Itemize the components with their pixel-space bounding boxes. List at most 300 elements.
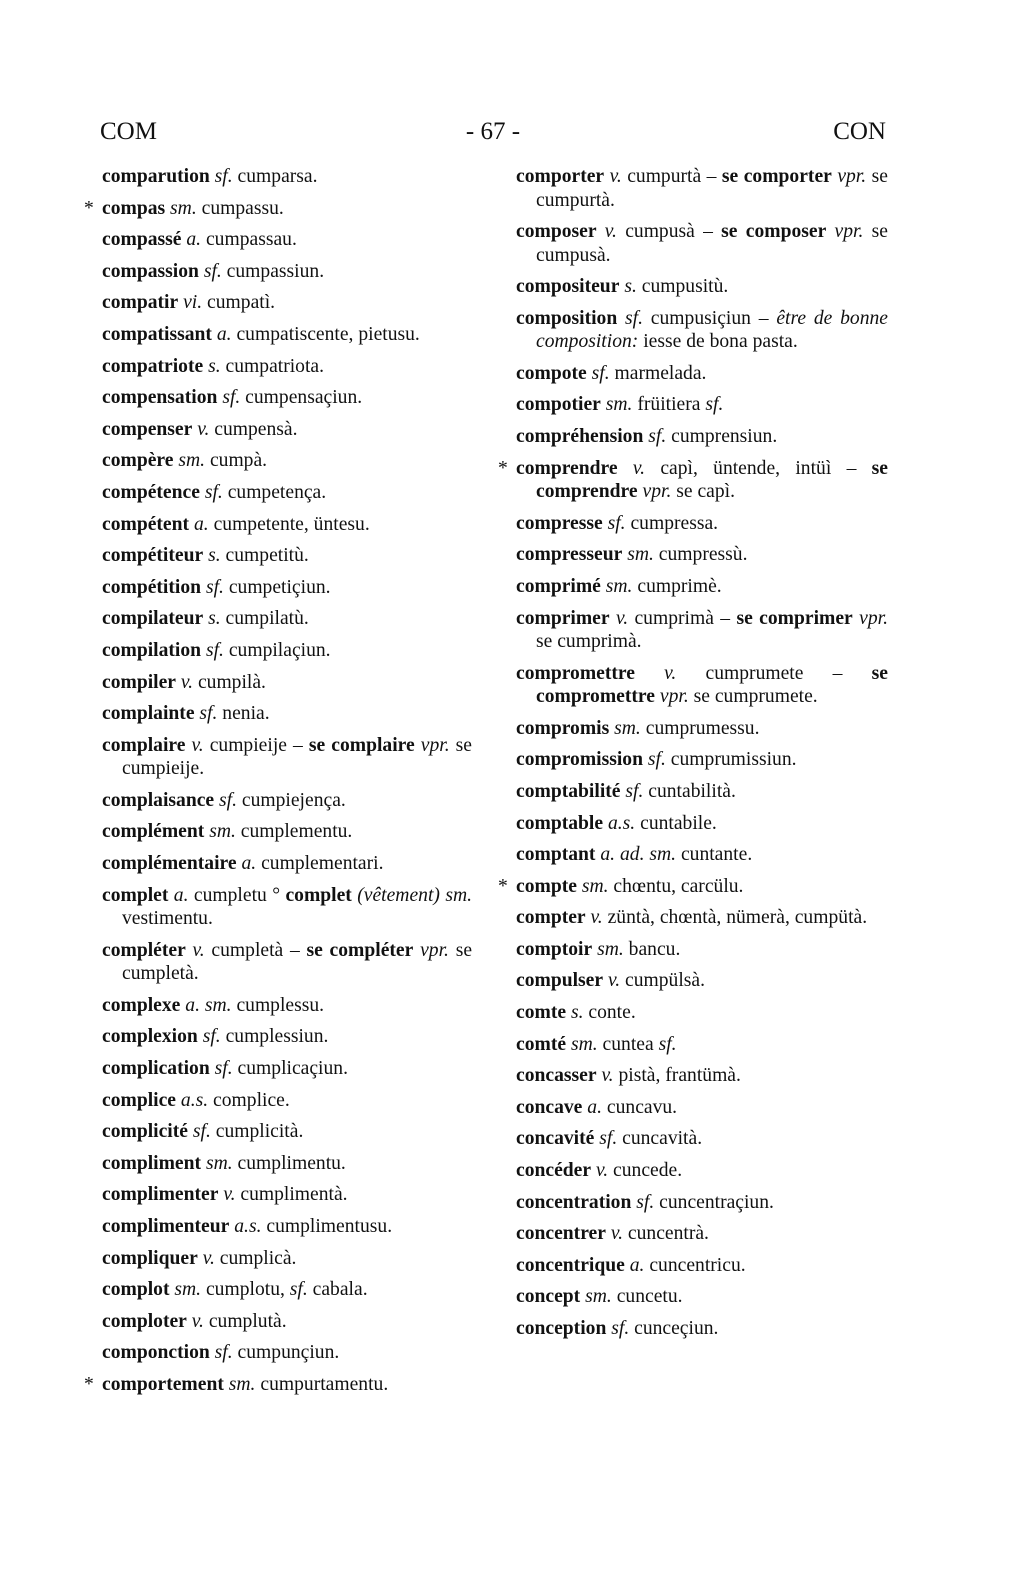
part-of-speech: a. <box>173 884 189 906</box>
definition-text: se cumpusà. <box>536 221 888 266</box>
headword: complice <box>102 1089 176 1111</box>
definition-text: cumplimentusu. <box>261 1215 393 1237</box>
headword: compassé <box>102 229 182 251</box>
definition-text: cumprimè. <box>632 575 722 597</box>
definition-text: cuncavità. <box>617 1128 703 1150</box>
definition-text: cuncavu. <box>602 1096 678 1118</box>
dictionary-entry <box>516 1096 888 1120</box>
dictionary-entry <box>102 671 472 695</box>
dictionary-entry <box>102 734 472 781</box>
part-of-speech: vpr. <box>659 686 689 708</box>
part-of-speech: sf. <box>625 307 644 329</box>
dictionary-entry <box>102 228 472 252</box>
headword: compétition <box>102 576 202 598</box>
part-of-speech: sf. <box>205 576 224 598</box>
headword: compulser <box>516 970 604 992</box>
headword: complaisance <box>102 789 215 811</box>
definition-text: chœntu, carcülu. <box>608 875 744 897</box>
italic-phrase: être de bonne composition: <box>536 307 888 353</box>
headword: compère <box>102 450 174 472</box>
headword: compiler <box>102 671 176 693</box>
part-of-speech: vpr. <box>420 734 450 756</box>
definition-text: cuncentraçiun. <box>654 1191 774 1213</box>
dictionary-entry <box>516 1317 888 1341</box>
right-column <box>498 165 889 1349</box>
italic-phrase: (vêtement) sm. <box>357 884 472 906</box>
definition-text: cumpurtà – <box>621 166 722 187</box>
dictionary-entry <box>102 544 472 568</box>
definition-text: cumplessu. <box>231 994 325 1016</box>
definition-text: cumprimà – <box>628 607 737 629</box>
definition-text <box>617 308 625 329</box>
definition-text: marmelada. <box>609 362 707 384</box>
definition-text: cumprumissiun. <box>665 749 797 771</box>
dictionary-entry <box>102 355 472 379</box>
part-of-speech: v. <box>202 1247 215 1269</box>
definition-text: capì, üntende, intüì – <box>645 457 872 479</box>
headword: complet <box>102 884 169 906</box>
definition-text: cumpetente, üntesu. <box>208 513 370 535</box>
headword: compresse <box>516 512 603 534</box>
dictionary-entry <box>516 780 888 804</box>
headword: complot <box>102 1279 170 1301</box>
dictionary-entry <box>102 291 472 315</box>
headword: complément <box>102 821 205 843</box>
headword: compatir <box>102 292 179 314</box>
definition-text: cumpülsà. <box>620 970 706 992</box>
definition-text: cuntabile. <box>635 812 717 834</box>
part-of-speech: sm. <box>605 394 633 416</box>
part-of-speech: sf. <box>205 639 224 661</box>
part-of-speech: sm. <box>570 1033 598 1055</box>
dictionary-entry <box>516 307 888 354</box>
headword: concave <box>516 1096 583 1118</box>
page-number: - 67 - <box>465 118 521 145</box>
dictionary-entry <box>516 1285 888 1309</box>
headword: concasser <box>516 1065 597 1087</box>
dictionary-entry <box>102 884 472 931</box>
definition-text: cuntante. <box>676 844 753 866</box>
dictionary-entry <box>516 275 888 299</box>
part-of-speech: v. <box>615 607 629 629</box>
definition-text: cumpletà – <box>204 939 307 961</box>
headword: compromettre <box>516 662 635 684</box>
headword: compétence <box>102 481 200 503</box>
part-of-speech: v. <box>191 1310 204 1332</box>
dictionary-entry <box>102 481 472 505</box>
headword: se compromettre <box>536 662 888 708</box>
part-of-speech: sm. <box>585 1286 612 1308</box>
headword: compotier <box>516 394 601 416</box>
headword: conception <box>516 1318 607 1339</box>
part-of-speech: a.s. <box>234 1215 262 1237</box>
part-of-speech: sm. <box>178 450 206 472</box>
dictionary-entry <box>516 1064 888 1088</box>
dictionary-entry <box>516 662 888 709</box>
dictionary-entry <box>516 607 888 654</box>
dictionary-entry <box>102 1247 472 1271</box>
part-of-speech: sf. <box>219 789 237 811</box>
headword: compliment <box>102 1152 202 1174</box>
headword: comptoir <box>516 938 593 960</box>
headword: comploter <box>102 1310 187 1332</box>
part-of-speech: sm. <box>581 875 609 897</box>
definition-text: cumparsa. <box>232 166 318 187</box>
dictionary-entry <box>516 812 888 836</box>
headword: compétiteur <box>102 545 204 567</box>
definition-text: complice. <box>208 1089 290 1111</box>
header-right-guide-word: CON <box>833 118 886 145</box>
definition-text: cumpetença. <box>222 481 327 503</box>
headword: concéder <box>516 1160 592 1182</box>
dictionary-entry <box>102 1152 472 1176</box>
part-of-speech: v. <box>604 221 617 243</box>
dictionary-entry <box>516 1033 888 1057</box>
definition-text: cumplimentu. <box>232 1152 346 1174</box>
dictionary-entry <box>102 1278 472 1302</box>
definition-text: nenia. <box>217 703 270 725</box>
definition-text: cumplutà. <box>203 1310 287 1332</box>
dictionary-entry <box>102 607 472 631</box>
definition-text: se capì. <box>671 481 736 503</box>
headword: concentrique <box>516 1254 625 1276</box>
entry-marker-asterisk: * <box>84 197 94 219</box>
headword: comprimé <box>516 575 601 597</box>
part-of-speech: sf. <box>222 387 241 409</box>
part-of-speech: v. <box>664 662 677 684</box>
dictionary-entry <box>102 639 472 663</box>
definition-text: cumprumessu. <box>640 717 760 739</box>
entry-marker-asterisk: * <box>498 457 508 479</box>
dictionary-entry <box>102 1183 472 1207</box>
dictionary-entry <box>102 418 472 442</box>
part-of-speech: sf. <box>289 1279 308 1301</box>
dictionary-entry <box>516 393 888 417</box>
definition-text <box>635 663 664 684</box>
part-of-speech: s. <box>570 1002 584 1024</box>
headword: comporter <box>516 166 605 187</box>
headword: concentration <box>516 1191 632 1213</box>
definition-text <box>597 221 605 242</box>
definition-text: cumpassu. <box>196 197 284 219</box>
definition-text: cuncetu. <box>611 1286 683 1308</box>
definition-text <box>826 221 834 242</box>
dictionary-entry <box>516 575 888 599</box>
definition-text: cumpensaçiun. <box>240 387 363 409</box>
headword: comte <box>516 1002 567 1024</box>
headword: compatriote <box>102 355 204 377</box>
part-of-speech: a. <box>193 513 209 535</box>
dictionary-entry <box>516 425 888 449</box>
definition-text: cumpusiçiun – <box>643 307 777 329</box>
headword: comptant <box>516 844 596 866</box>
part-of-speech: sf. <box>203 260 222 282</box>
dictionary-entry <box>102 1025 472 1049</box>
dictionary-entry <box>516 717 888 741</box>
part-of-speech: sf. <box>202 1026 221 1048</box>
definition-text: cumpetitù. <box>220 545 309 567</box>
part-of-speech: vpr. <box>420 939 449 961</box>
part-of-speech: a. <box>629 1254 645 1276</box>
definition-text: cumpassau. <box>201 229 297 251</box>
dictionary-entry <box>516 220 888 267</box>
header-left-guide-word: COM <box>100 118 157 145</box>
dictionary-entry <box>516 165 888 212</box>
headword: complexion <box>102 1026 198 1048</box>
definition-text: cumplicaçiun. <box>232 1057 348 1079</box>
headword: comté <box>516 1033 567 1055</box>
part-of-speech: vpr. <box>837 166 867 187</box>
definition-text: cumpatriota. <box>220 355 325 377</box>
part-of-speech: a. <box>587 1096 602 1118</box>
definition-text: bancu. <box>623 938 681 960</box>
part-of-speech: sf. <box>636 1191 655 1213</box>
definition-text: se cumprimà. <box>536 631 642 653</box>
dictionary-entry <box>516 906 888 930</box>
part-of-speech: sf. <box>204 481 223 503</box>
part-of-speech: v. <box>601 1065 614 1087</box>
part-of-speech: v. <box>595 1160 609 1182</box>
dictionary-entry <box>102 852 472 876</box>
part-of-speech: sf. <box>658 1033 677 1055</box>
headword: compote <box>516 362 587 384</box>
dictionary-entry <box>84 197 472 221</box>
dictionary-entry <box>516 969 888 993</box>
dictionary-entry <box>102 1057 472 1081</box>
dictionary-entry <box>516 543 888 567</box>
headword: complicité <box>102 1121 188 1143</box>
definition-text: cumpensà. <box>209 418 298 440</box>
definition-text: cuncede. <box>608 1160 683 1182</box>
definition-text: cumpilatù. <box>220 608 309 630</box>
definition-text: züntà, chœntà, nümerà, cumpütà. <box>602 907 868 929</box>
headword: comparution <box>102 166 210 187</box>
part-of-speech: v. <box>590 907 603 929</box>
dictionary-entry <box>516 1159 888 1183</box>
dictionary-entry <box>102 994 472 1018</box>
definition-text: cumpressa. <box>625 512 719 534</box>
definition-text: se cumpieije. <box>122 734 473 780</box>
part-of-speech: v. <box>191 734 204 756</box>
part-of-speech: sm. <box>614 717 641 739</box>
headword: complimenter <box>102 1184 219 1206</box>
dictionary-entry <box>102 165 472 189</box>
part-of-speech: v. <box>610 1223 623 1245</box>
dictionary-entry <box>102 513 472 537</box>
headword: concept <box>516 1286 581 1308</box>
definition-text: pistà, frantümà. <box>613 1065 741 1087</box>
headword: compter <box>516 907 586 929</box>
definition-text: cuncentrà. <box>623 1223 709 1245</box>
dictionary-entry <box>516 362 888 386</box>
definition-text: se cumprumete. <box>688 686 818 708</box>
definition-text <box>618 458 633 479</box>
part-of-speech: vpr. <box>859 607 889 629</box>
part-of-speech: sm. <box>170 197 197 219</box>
dictionary-entry <box>516 1191 888 1215</box>
headword: compatissant <box>102 323 212 345</box>
definition-text: cumprumete – <box>676 662 872 684</box>
definition-text: cumpiejença. <box>236 789 346 811</box>
definition-text: cumpatiscente, pietusu. <box>231 323 420 345</box>
headword: comprimer <box>516 607 610 629</box>
headword: se comprendre <box>536 457 888 503</box>
headword: complexe <box>102 994 181 1016</box>
definition-text: iesse de bona pasta. <box>638 331 798 353</box>
headword: complaire <box>102 734 186 756</box>
part-of-speech: sf. <box>648 426 667 448</box>
dictionary-entry <box>102 260 472 284</box>
dictionary-entry <box>516 938 888 962</box>
part-of-speech: a.s. <box>180 1089 209 1111</box>
definition-text: cuncentricu. <box>644 1254 746 1276</box>
dictionary-entry <box>102 1120 472 1144</box>
part-of-speech: a.s. <box>607 812 636 834</box>
part-of-speech: sm. <box>228 1373 256 1395</box>
definition-text: cuntabilità. <box>643 780 736 802</box>
dictionary-entry <box>516 1001 888 1025</box>
headword: se composer <box>721 221 827 243</box>
headword: compositeur <box>516 276 620 298</box>
headword: componction <box>102 1342 210 1364</box>
dictionary-entry <box>102 576 472 600</box>
definition-text: vestimentu. <box>122 908 213 930</box>
dictionary-entry <box>102 820 472 844</box>
part-of-speech: a. <box>216 323 232 345</box>
definition-text: cumpetiçiun. <box>223 576 331 598</box>
part-of-speech: s. <box>624 276 637 298</box>
definition-text: cumpressù. <box>653 544 748 566</box>
part-of-speech: vi. <box>183 292 203 314</box>
definition-text: früitiera <box>632 394 706 416</box>
definition-text: cumpieije – <box>203 734 309 756</box>
headword: complimenteur <box>102 1215 230 1237</box>
headword: compresseur <box>516 544 623 566</box>
definition-text: cumplicità. <box>210 1121 304 1143</box>
part-of-speech: a. sm. <box>185 994 232 1016</box>
headword: concentrer <box>516 1223 606 1245</box>
part-of-speech: sf. <box>611 1318 630 1339</box>
headword: concavité <box>516 1128 595 1150</box>
definition-text: cumpusà – <box>616 221 722 243</box>
dictionary-entry <box>102 323 472 347</box>
dictionary-entry <box>102 789 472 813</box>
part-of-speech: s. <box>208 608 221 630</box>
part-of-speech: vpr. <box>834 221 864 243</box>
definition-text: cumpatì. <box>202 292 276 314</box>
part-of-speech: sf. <box>705 394 724 416</box>
dictionary-entry <box>498 875 888 899</box>
part-of-speech: sf. <box>599 1128 618 1150</box>
headword: compilateur <box>102 608 204 630</box>
definition-text: se cumpurtà. <box>536 166 888 211</box>
dictionary-entry <box>516 843 888 867</box>
headword: compenser <box>102 418 193 440</box>
headword: complication <box>102 1057 210 1079</box>
headword: complet <box>285 884 352 906</box>
definition-text: cuntea <box>597 1033 659 1055</box>
headword: compromis <box>516 717 610 739</box>
part-of-speech: sf. <box>214 166 233 187</box>
entry-marker-asterisk: * <box>84 1373 94 1395</box>
definition-text: cumplessiun. <box>220 1026 329 1048</box>
headword: se complaire <box>308 734 415 756</box>
headword: compas <box>102 197 166 219</box>
headword: comprendre <box>516 457 618 479</box>
headword: composition <box>516 307 618 329</box>
definition-text: cumpunçiun. <box>232 1342 340 1364</box>
definition-text: cumpilà. <box>193 671 266 693</box>
dictionary-entry <box>102 702 472 726</box>
definition-text: cumpà. <box>205 450 268 472</box>
headword: se compléter <box>306 939 414 961</box>
part-of-speech: s. <box>208 545 221 567</box>
part-of-speech: sm. <box>209 821 236 843</box>
definition-text: cumpletu ° <box>188 884 286 906</box>
part-of-speech: sf. <box>199 703 218 725</box>
dictionary-entry <box>102 939 472 986</box>
definition-text: cumplicà. <box>214 1247 297 1269</box>
headword: se comprimer <box>736 607 853 629</box>
dictionary-entry <box>102 1089 472 1113</box>
page-header <box>100 116 886 148</box>
headword: compilation <box>102 639 202 661</box>
dictionary-entry <box>516 1222 888 1246</box>
definition-text: cumpilaçiun. <box>223 639 331 661</box>
definition-text: se cumpletà. <box>122 939 473 985</box>
part-of-speech: sm. <box>627 544 654 566</box>
headword: compréhension <box>516 426 644 448</box>
dictionary-entry <box>516 1127 888 1151</box>
dictionary-entry <box>102 1310 472 1334</box>
headword: compassion <box>102 260 199 282</box>
part-of-speech: sf. <box>192 1121 211 1143</box>
part-of-speech: a. ad. sm. <box>600 844 677 866</box>
part-of-speech: vpr. <box>642 481 672 503</box>
headword: compléter <box>102 939 186 961</box>
dictionary-entry <box>516 512 888 536</box>
headword: comptable <box>516 812 604 834</box>
dictionary-entry <box>102 449 472 473</box>
headword: compensation <box>102 387 218 409</box>
headword: complainte <box>102 703 195 725</box>
definition-text: cumpassiun. <box>221 260 325 282</box>
definition-text: cumplotu, <box>201 1279 290 1301</box>
headword: se comporter <box>721 166 832 187</box>
definition-text: conte. <box>583 1002 636 1024</box>
entry-marker-asterisk: * <box>498 875 508 897</box>
headword: complémentaire <box>102 852 237 874</box>
dictionary-entry <box>84 1373 472 1397</box>
headword: comportement <box>102 1373 224 1395</box>
part-of-speech: v. <box>180 671 194 693</box>
part-of-speech: sm. <box>174 1279 202 1301</box>
part-of-speech: v. <box>607 970 621 992</box>
part-of-speech: sf. <box>214 1342 233 1364</box>
definition-text: cumplementari. <box>256 852 384 874</box>
definition-text: cabala. <box>307 1279 368 1301</box>
part-of-speech: sf. <box>607 512 626 534</box>
dictionary-entry <box>516 748 888 772</box>
dictionary-entry <box>102 1215 472 1239</box>
part-of-speech: v. <box>192 939 205 961</box>
headword: compromission <box>516 749 644 771</box>
left-column <box>84 165 473 1404</box>
dictionary-entry <box>516 1254 888 1278</box>
definition-text: cumpurtamentu. <box>255 1373 389 1395</box>
part-of-speech: sf. <box>591 362 610 384</box>
definition-text: cumplementu. <box>235 821 353 843</box>
